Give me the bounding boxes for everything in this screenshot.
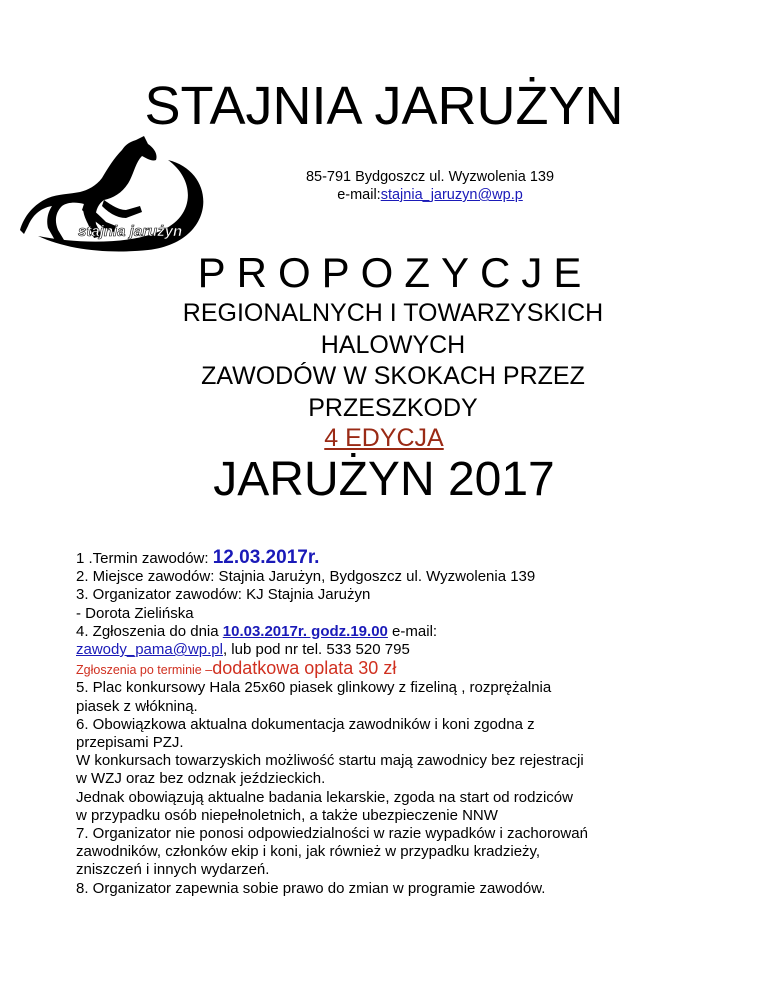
edition-text: 4 EDYCJA — [324, 424, 444, 452]
item-place: 2. Miejsce zawodów: Stajnia Jarużyn, Bydgoszcz ul. Wyzwolenia 139 — [76, 568, 536, 586]
item-organizer-person: - Dorota Zielińska — [76, 604, 194, 622]
medical-note-cont: w przypadku osób niepełnoletnich, a także ubezpieczenie NNW — [76, 806, 498, 824]
item-liability: 7. Organizator nie ponosi odpowiedzialności w razie wypadków i zachorowań — [76, 825, 588, 843]
competition-date: 12.03.2017r. — [212, 547, 320, 568]
email-line — [250, 186, 610, 204]
item-changes: 8. Organizator zapewnia sobie prawo do zmian w programie zawodów. — [76, 879, 546, 897]
competition-subtitle — [110, 298, 676, 424]
edition-label — [0, 423, 768, 453]
item-registration: 4. Zgłoszenia do dnia 10.03.2017r. godz.19.00 e-mail: — [76, 622, 438, 640]
subtitle-line: HALOWYCH — [320, 330, 466, 359]
registration-deadline-link[interactable]: 10.03.2017r. godz.19.00 — [222, 622, 388, 640]
item-liability-cont: zawodników, członków ekip i koni, jak również w przypadku kradzieży, — [76, 843, 541, 861]
propozycje-heading: PROPOZYCJE — [197, 249, 593, 296]
event-title: JARUŻYN 2017 — [213, 453, 555, 506]
subtitle-line: PRZESZKODY — [308, 393, 478, 422]
registration-email-link[interactable]: zawody_pama@wp.pl — [76, 641, 223, 659]
email-label: e-mail: — [337, 187, 381, 203]
address-line: 85-791 Bydgoszcz ul. Wyzwolenia 139 — [305, 169, 555, 185]
item-organizer: 3. Organizator zawodów: KJ Stajnia Jarużyn — [76, 586, 371, 604]
subtitle-line: REGIONALNYCH I TOWARZYSKICH — [182, 299, 604, 327]
social-classes-note-cont: w WZJ oraz bez odznak jeździeckich. — [76, 770, 326, 788]
logo-text: stajnia jarużyn — [78, 223, 183, 240]
late-fee-note: Zgłoszenia po terminie –dodatkowa oplata 30 zł — [76, 658, 397, 679]
propositions-body — [76, 549, 736, 898]
subtitle-line: ZAWODÓW W SKOKACH PRZEZ — [201, 362, 585, 390]
stable-logo-horse-icon — [18, 132, 218, 260]
social-classes-note: W konkursach towarzyskich możliwość startu mają zawodnicy bez rejestracji — [76, 752, 584, 770]
medical-note: Jednak obowiązują aktualne badania lekarskie, zgoda na start od rodziców — [76, 788, 573, 806]
item-liability-cont2: zniszczeń i innych wydarzeń. — [76, 861, 270, 879]
item-arena: 5. Plac konkursowy Hala 25x60 piasek glinkowy z fizeliną , rozprężalnia — [76, 679, 552, 697]
item-registration-contact: zawody_pama@wp.pl, lub pod nr tel. 533 520 795 — [76, 641, 410, 659]
item-documents-cont: przepisami PZJ. — [76, 734, 184, 752]
item-date: 1 .Termin zawodów: 12.03.2017r. — [76, 547, 320, 568]
item-documents: 6. Obowiązkowa aktualna dokumentacja zawodników i koni zgodna z — [76, 715, 535, 733]
stable-email-link[interactable]: stajnia_jaruzyn@wp.p — [380, 187, 523, 203]
item-arena-cont: piasek z włókniną. — [76, 697, 198, 715]
address-block — [250, 168, 610, 204]
page-title: STAJNIA JARUŻYN — [144, 76, 624, 136]
